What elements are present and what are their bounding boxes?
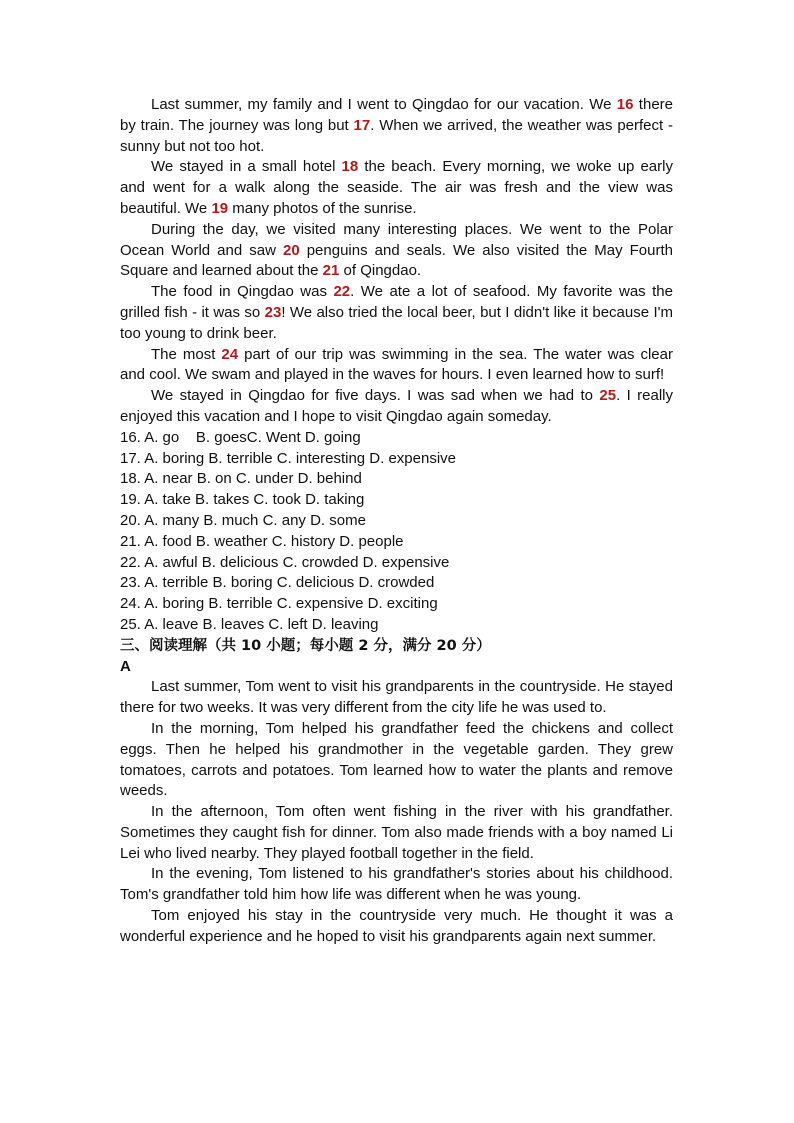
option-line-25: 25. A. leave B. leaves C. left D. leaving (120, 615, 379, 633)
cloze-paragraph-3: During the day, we visited many interesting places. We went to the Polar Ocean World and saw 20 penguins and seals. We also visited the May Fourth Square and learned about the 21 of Qingdao. (120, 220, 673, 280)
blank-number: 16 (616, 96, 634, 113)
option-line-18: 18. A. near B. on C. under D. behind (120, 470, 362, 488)
reading-paragraph-4: In the evening, Tom listened to his grandfather's stories about his childhood. Tom's grandfather told him how life was different when he was young. (120, 865, 673, 904)
cloze-paragraph-2: We stayed in a small hotel 18 the beach. Every morning, we woke up early and went for a walk along the seaside. The air was fresh and the view was beautiful. We 19 many photos of the sunrise. (120, 158, 673, 217)
blank-number: 23 (264, 303, 282, 321)
reading-paragraph-5: Tom enjoyed his stay in the countryside very much. He thought it was a wonderful experience and he hoped to visit his grandparents again next summer. (120, 907, 673, 945)
option-line-22: 22. A. awful B. delicious C. crowded D. expensive (120, 553, 450, 571)
reading-paragraph-3: In the afternoon, Tom often went fishing in the river with his grandfather. Sometimes they caught fish for dinner. Tom also made friends with a boy named Li Lei who lived nearby. They played football together in the field. (120, 803, 673, 862)
blank-number: 24 (221, 345, 239, 363)
option-line-17: 17. A. boring B. terrible C. interesting D. expensive (120, 449, 457, 467)
cloze-paragraph-4: The food in Qingdao was 22. We ate a lot of seafood. My favorite was the grilled fish - it was so 23! We also tried the local beer, but I didn't like it because I'm too young to drink beer. (120, 283, 673, 342)
option-line-21: 21. A. food B. weather C. history D. people (120, 532, 404, 550)
section-heading: 三、阅读理解（共 10 小题；每小题 2 分，满分 20 分） (120, 637, 491, 654)
blank-number: 20 (282, 241, 300, 259)
option-line-16: 16. A. go B. goesC. Went D. going (120, 428, 361, 446)
blank-number: 25 (599, 387, 617, 405)
blank-number: 17 (353, 116, 371, 134)
cloze-paragraph-1: Last summer, my family and I went to Qingdao for our vacation. We 16 there by train. The journey was long but 17. When we arrived, the weather was perfect - sunny but not too hot. (120, 96, 673, 155)
blank-number: 18 (341, 158, 359, 176)
reading-paragraph-1: Last summer, Tom went to visit his grandparents in the countryside. He stayed there for two weeks. It was very different from the city life he was used to. (120, 678, 673, 717)
blank-number: 22 (333, 283, 351, 301)
blank-number: 19 (211, 199, 229, 217)
options-list (120, 428, 673, 636)
reading-paragraph-2: In the morning, Tom helped his grandfather feed the chickens and collect eggs. Then he helped his grandmother in the vegetable garden. They grew tomatoes, carrots and potatoes. Tom learned how to water the plants and remove weeds. (120, 719, 673, 800)
option-line-23: 23. A. terrible B. boring C. delicious D. crowded (120, 574, 435, 592)
option-line-19: 19. A. take B. takes C. took D. taking (120, 491, 365, 509)
cloze-paragraph-6: We stayed in Qingdao for five days. I was sad when we had to 25. I really enjoyed this vacation and I hope to visit Qingdao again someday. (120, 387, 674, 425)
cloze-paragraph-5: The most 24 part of our trip was swimming in the sea. The water was clear and cool. We swam and played in the waves for hours. I even learned how to surf! (120, 345, 673, 384)
blank-number: 21 (322, 262, 340, 280)
option-line-24: 24. A. boring B. terrible C. expensive D. exciting (120, 595, 438, 613)
passage-letter: A (120, 657, 131, 675)
document-page (120, 95, 673, 948)
option-line-20: 20. A. many B. much C. any D. some (120, 511, 366, 529)
